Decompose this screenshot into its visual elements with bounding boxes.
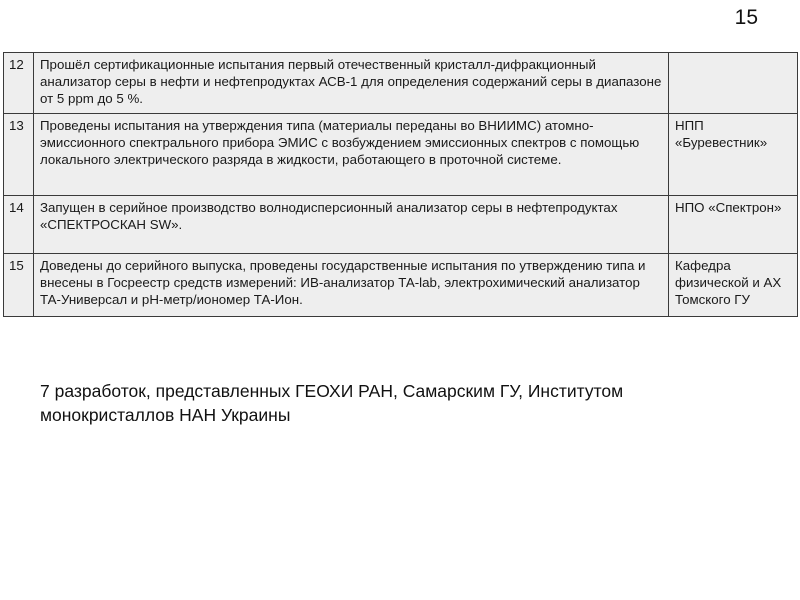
developments-table	[3, 52, 798, 317]
summary-text: 7 разработок, представленных ГЕОХИ РАН, Самарским ГУ, Институтом монокристаллов НАН Украины	[40, 381, 624, 425]
row-description-cell: Прошёл сертификационные испытания первый отечественный кристалл-дифракционный анализатор серы в нефти и нефтепродуктах АСВ-1 для определения содержаний серы в диапазоне от 5 ppm до 5 %.	[34, 53, 669, 114]
table-row	[4, 53, 798, 114]
row-description-cell: Доведены до серийного выпуска, проведены государственные испытания по утверждению типа и внесены в Госреестр средств измерений: ИВ-анализатор ТА-lab, электрохимический анализатор ТА-Универсал и рН-метр/иономер ТА-Ион.	[34, 254, 669, 317]
row-description-cell: Запущен в серийное производство волнодисперсионный анализатор серы в нефтепродуктах «СПЕКТРОСКАН SW».	[34, 196, 669, 254]
page-number: 15	[734, 6, 758, 29]
table-row	[4, 254, 798, 317]
row-organization-cell: НПП «Буревестник»	[669, 114, 798, 196]
table-row	[4, 196, 798, 254]
table-row	[4, 114, 798, 196]
row-organization-cell: Кафедра физической и АХ Томского ГУ	[669, 254, 798, 317]
row-description-cell: Проведены испытания на утверждения типа (материалы переданы во ВНИИМС) атомно-эмиссионного спектрального прибора ЭМИС с возбуждением эмиссионных спектров с помощью локального электрического разряда в жидкости, работающего в проточной системе.	[34, 114, 669, 196]
row-number-cell: 12	[4, 53, 34, 114]
row-number-cell: 14	[4, 196, 34, 254]
row-organization-cell	[669, 53, 798, 114]
row-number-cell: 13	[4, 114, 34, 196]
row-organization-cell: НПО «Спектрон»	[669, 196, 798, 254]
row-number-cell: 15	[4, 254, 34, 317]
